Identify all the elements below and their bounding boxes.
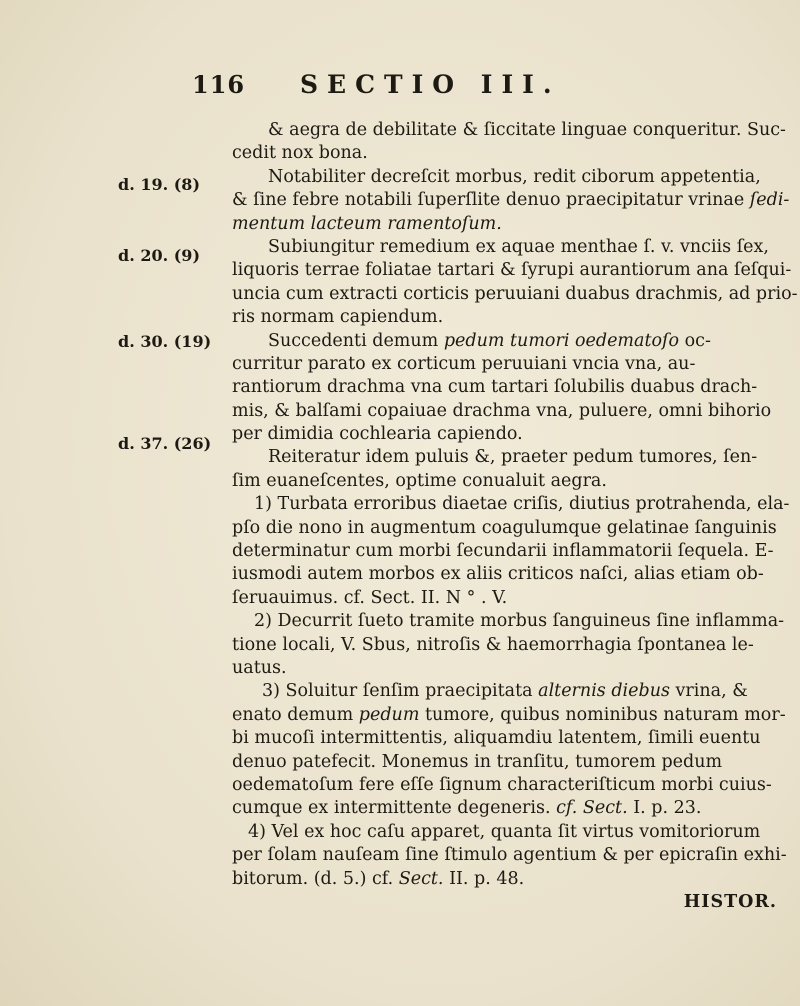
margin-note-day-30: d. 30. (19) xyxy=(118,332,212,351)
text-line: rantiorum drachma vna cum tartari ſolubilis duabus drach- xyxy=(232,377,758,398)
text-line xyxy=(232,330,777,353)
text-span: bitorum. (d. 5.) cf. xyxy=(232,868,399,889)
italic-span: Sect. xyxy=(398,868,444,889)
text-line xyxy=(232,868,777,891)
text-line: curritur parato ex corticum peruuiani vncia vna, au- xyxy=(232,353,696,374)
text-line: uncia cum extracti corticis peruuiani duabus drachmis, ad prio- xyxy=(232,283,798,304)
text-line: 1) Turbata erroribus diaetae criſis, diutius protrahenda, ela- xyxy=(254,494,790,515)
text-line: cedit nox bona. xyxy=(232,143,368,164)
text-line: 2) Decurrit ſueto tramite morbus ſanguineus ſine inflamma- xyxy=(254,611,785,632)
margin-note-day-20: d. 20. (9) xyxy=(118,246,201,265)
italic-span: ſedi- xyxy=(749,190,790,211)
text-line xyxy=(232,797,777,820)
text-line: denuo patefecit. Monemus in tranſitu, tumorem pedum xyxy=(232,751,723,772)
text-line: tione locali, V. Sbus, nitroſis & haemorrhagia ſpontanea le- xyxy=(232,634,754,655)
text-line: Notabiliter decreſcit morbus, redit ciborum appetentia, xyxy=(268,166,761,187)
text-span: vrina, & xyxy=(669,681,748,702)
text-line: ſeruauimus. cf. Sect. II. N ° . V. xyxy=(232,587,508,608)
text-line: iusmodi autem morbos ex aliis criticos naſci, alias etiam ob- xyxy=(232,564,764,585)
text-line: bi mucoſi intermittentis, aliquamdiu latentem, ſimili euentu xyxy=(232,728,761,749)
catchword: HISTOR. xyxy=(683,891,777,912)
italic-span: cf. Sect. xyxy=(556,798,628,819)
margin-note-day-37: d. 37. (26) xyxy=(118,434,212,453)
text-span: Succedenti demum xyxy=(268,330,444,351)
text-span: II. p. 48. xyxy=(443,868,525,889)
italic-span: alternis diebus xyxy=(538,681,670,702)
italic-span: mentum lacteum ramentoſum. xyxy=(232,213,502,234)
text-line xyxy=(232,680,777,703)
text-line xyxy=(232,213,777,236)
text-line: ris normam capiendum. xyxy=(232,307,444,328)
text-span: tumore, quibus nominibus naturam mor- xyxy=(419,704,786,725)
text-span: 3) Soluitur ſenſim praecipitata xyxy=(262,681,539,702)
text-line xyxy=(232,189,790,212)
page-header xyxy=(0,70,800,110)
margin-note-day-19: d. 19. (8) xyxy=(118,175,201,194)
text-line: uatus. xyxy=(232,657,287,678)
text-line: Subiungitur remedium ex aquae menthae ſ. v. vnciis ſex, xyxy=(268,236,769,257)
text-span: & ſine febre notabili ſuperſlite denuo praecipitatur vrinae xyxy=(232,190,750,211)
text-line: & aegra de debilitate & ſiccitate linguae conqueritur. Suc- xyxy=(268,120,786,140)
text-span: I. p. 23. xyxy=(627,798,702,819)
text-line: ſim euaneſcentes, optime conualuit aegra. xyxy=(232,470,607,491)
italic-span: pedum tumori oedematoſo xyxy=(443,330,680,351)
text-line: oedematoſum fere eſſe ſignum characteriſticum morbi cuius- xyxy=(232,774,772,795)
text-span: oc- xyxy=(679,330,711,351)
text-line: 4) Vel ex hoc caſu apparet, quanta ſit virtus vomitoriorum xyxy=(248,821,761,842)
text-line: Reiteratur idem puluis &, praeter pedum tumores, ſen- xyxy=(268,447,758,468)
text-line: per dimidia cochlearia capiendo. xyxy=(232,424,523,445)
text-line: mis, & balſami copaiuae drachma vna, puluere, omni bihorio xyxy=(232,400,772,421)
running-head: SECTIO III. xyxy=(300,70,561,99)
italic-span: pedum xyxy=(358,704,420,725)
text-span: cumque ex intermittente degeneris. xyxy=(232,798,557,819)
text-line: determinatur cum morbi ſecundarii inflammatorii ſequela. E- xyxy=(232,541,774,562)
text-line: pſo die nono in augmentum coagulumque gelatinae ſanguinis xyxy=(232,517,777,538)
text-line: per ſolam nauſeam ſine ſtimulo agentium & per epicraſin exhi- xyxy=(232,845,787,866)
page-number: 116 xyxy=(192,70,246,99)
text-line xyxy=(232,704,786,727)
body-text xyxy=(232,119,798,914)
text-span: enato demum xyxy=(232,704,359,725)
text-line: liquoris terrae foliatae tartari & ſyrupi aurantiorum ana ſeſqui- xyxy=(232,260,792,281)
